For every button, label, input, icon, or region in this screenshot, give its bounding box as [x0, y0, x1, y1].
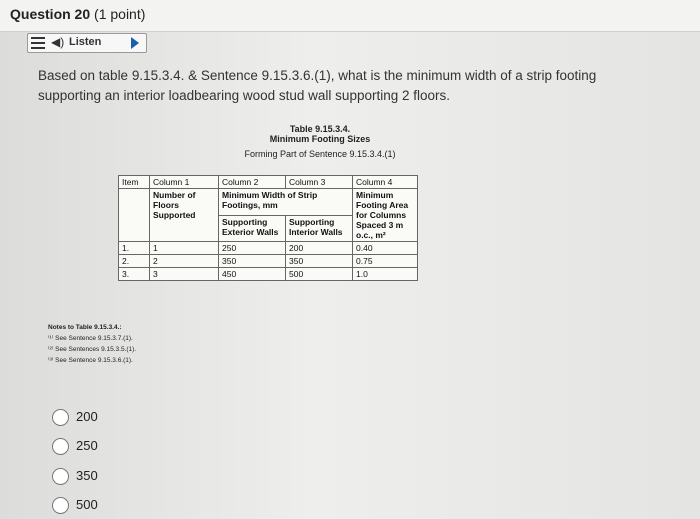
radio-button[interactable] — [52, 438, 69, 455]
play-icon[interactable] — [131, 37, 139, 49]
menu-icon[interactable] — [31, 37, 45, 49]
radio-button[interactable] — [52, 468, 69, 485]
table-caption: Table 9.15.3.4. Minimum Footing Sizes Forming Part of Sentence 9.15.3.4.(1) — [244, 124, 396, 159]
question-text: Based on table 9.15.3.4. & Sentence 9.15.3.6.(1), what is the minimum width of a strip footing supporting an interior loadbearing wood stud wall supporting 2 floors. — [38, 68, 597, 103]
footing-table: Item Column 1 Column 2 Column 3 Column 4 Number of Floors Supported Minimum Width of Strip Footings, mm Minimum Footing Area for Columns Spaced 3 m o.c., m² Supporting Exterior Walls Supporting Interior Walls 1. 1 250 200 0.40 2. 2 350 350 0.75 3. 3 450 500 1.0 — [118, 175, 418, 281]
note-item: ⁽³⁾ See Sentence 9.15.3.6.(1). — [48, 357, 133, 364]
note-item: ⁽¹⁾ See Sentence 9.15.3.7.(1). — [48, 335, 133, 342]
quiz-page: Question 20 (1 point) ◀) Listen Based on table 9.15.3.4. & Sentence 9.15.3.6.(1), what is the minimum width of a strip footing supporting an interior loadbearing wood stud wall supporting 2 floors. Table 9.15.3.4. Minimum Footing Sizes Forming Part of Sentence 9.15.3.4.(1) Item Column 1 Column 2 Column 3 Column 4 Number of Floors Supported Minimum Width of Strip Footings, mm Minimum Footing Area for Columns Spaced 3 m o.c., m² Supporting Exterior Walls Supporting Interior Walls 1. 1 250 200 0.40 2. 2 350 350 0.75 3. 3 450 500 1.0 Notes to Table 9.15.3.4.: ⁽¹⁾ See Sentence 9.15.3.7.(1). ⁽²⁾ See Sentences 9.15.3.5.(1). ⁽³⁾ See Sentence 9.15.3.6.(1). 200 250 350 500 — [0, 0, 700, 519]
table-notes: Notes to Table 9.15.3.4.: ⁽¹⁾ See Sentence 9.15.3.7.(1). ⁽²⁾ See Sentences 9.15.3.5.(1). ⁽³⁾ See Sentence 9.15.3.6.(1). — [48, 324, 137, 364]
radio-button[interactable] — [52, 409, 69, 426]
radio-button[interactable] — [52, 497, 69, 514]
note-item: ⁽²⁾ See Sentences 9.15.3.5.(1). — [48, 346, 137, 353]
table-row: 1. 1 250 200 0.40 — [119, 242, 418, 255]
question-header — [0, 0, 700, 32]
listen-toolbar[interactable] — [27, 33, 147, 53]
listen-label: Listen — [69, 36, 102, 48]
table-row: 2. 2 350 350 0.75 — [119, 255, 418, 268]
question-title: Question 20 (1 point) — [10, 6, 146, 22]
speaker-icon: ◀) — [51, 35, 65, 49]
table-row: 3. 3 450 500 1.0 — [119, 268, 418, 281]
